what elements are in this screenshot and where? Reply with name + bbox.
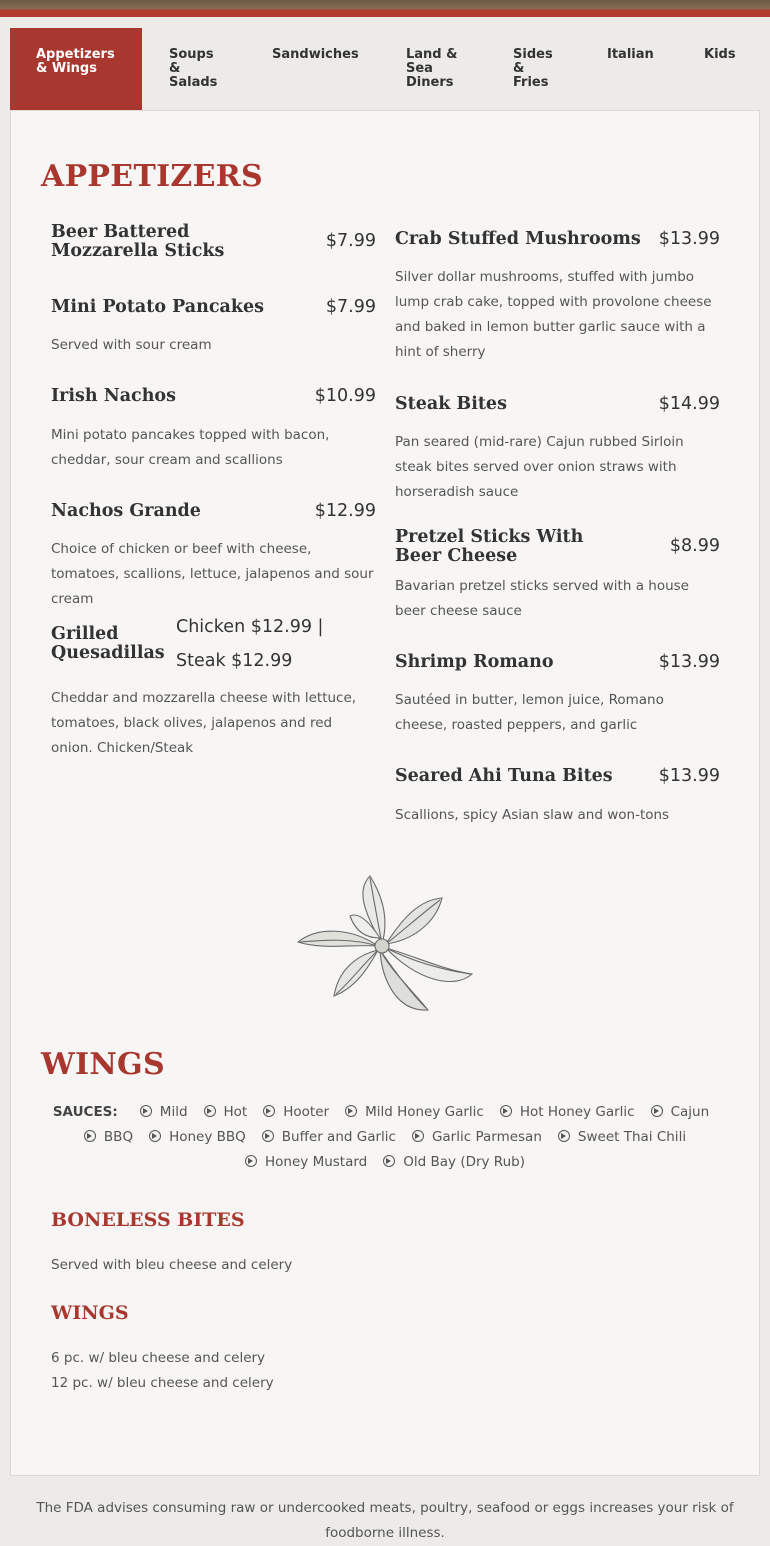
sauce-option <box>263 1100 329 1125</box>
item-price: $13.99 <box>658 229 720 249</box>
sauce-option <box>558 1125 686 1150</box>
item-price: Chicken $12.99 | Steak $12.99 <box>176 617 324 671</box>
arrow-circle-icon <box>263 1105 275 1117</box>
item-name: Shrimp Romano <box>395 652 554 672</box>
menu-category-tabs <box>10 28 770 111</box>
tab-label: Land & <box>406 47 458 62</box>
tab-label: Sandwiches <box>272 47 359 62</box>
tab-label: & <box>169 61 181 76</box>
arrow-circle-icon <box>149 1130 161 1142</box>
arrow-circle-icon <box>345 1105 357 1117</box>
arrow-circle-icon <box>140 1105 152 1117</box>
sauce-name: Honey Mustard <box>265 1154 368 1170</box>
tab-label: Soups <box>169 47 214 62</box>
item-price: $13.99 <box>658 652 720 672</box>
item-name: Nachos Grande <box>51 501 201 521</box>
wings-subtitle: WINGS <box>51 1302 129 1324</box>
item-description: Scallions, spicy Asian slaw and won-tons <box>395 807 670 823</box>
tab-label: Diners <box>406 75 454 90</box>
tab-land-sea-diners[interactable] <box>406 28 476 111</box>
tab-kids[interactable] <box>704 28 754 111</box>
menu-panel <box>10 110 760 1476</box>
sauce-option <box>412 1125 542 1150</box>
sauce-name: Mild <box>159 1104 188 1120</box>
sauces-list <box>40 1100 730 1175</box>
sauce-name: Hooter <box>283 1104 330 1120</box>
tab-label: Sides <box>513 47 553 62</box>
tab-label: Fries <box>513 75 549 90</box>
arrow-circle-icon <box>500 1105 512 1117</box>
item-name: Beer Battered Mozzarella Sticks <box>51 222 225 261</box>
item-price: $12.99 <box>314 501 376 521</box>
fda-advisory: The FDA advises consuming raw or undercooked meats, poultry, seafood or eggs increases your risk of foodborne illness. <box>36 1500 734 1541</box>
item-name: Seared Ahi Tuna Bites <box>395 766 613 786</box>
wings-12pc: 12 pc. w/ bleu cheese and celery <box>51 1375 274 1391</box>
sauce-option <box>245 1150 367 1175</box>
sauce-option <box>204 1100 248 1125</box>
sauce-name: Old Bay (Dry Rub) <box>403 1154 525 1170</box>
wings-6pc: 6 pc. w/ bleu cheese and celery <box>51 1350 266 1366</box>
sauce-name: Hot <box>223 1104 248 1120</box>
sauce-name: Buffer and Garlic <box>281 1129 396 1145</box>
item-description: Bavarian pretzel sticks served with a house beer cheese sauce <box>395 578 689 619</box>
item-price: $7.99 <box>325 231 376 251</box>
arrow-circle-icon <box>262 1130 274 1142</box>
tab-appetizers-wings[interactable] <box>10 28 142 111</box>
arrow-circle-icon <box>204 1105 216 1117</box>
item-name: Irish Nachos <box>51 386 176 406</box>
sauce-name: Honey BBQ <box>169 1129 246 1145</box>
tab-label: Appetizers <box>36 47 115 62</box>
item-description: Pan seared (mid-rare) Cajun rubbed Sirloin steak bites served over onion straws with horseradish sauce <box>395 434 684 500</box>
arrow-circle-icon <box>558 1130 570 1142</box>
sauce-option <box>651 1100 710 1125</box>
tab-italian[interactable] <box>607 28 677 111</box>
boneless-bites-description: Served with bleu cheese and celery <box>51 1257 293 1273</box>
tab-label: Salads <box>169 75 218 90</box>
item-name: Pretzel Sticks With Beer Cheese <box>395 527 584 566</box>
arrow-circle-icon <box>84 1130 96 1142</box>
sauce-name: Sweet Thai Chili <box>577 1129 687 1145</box>
section-title-appetizers: APPETIZERS <box>41 159 263 194</box>
sauce-name: Cajun <box>670 1104 710 1120</box>
sauce-name: Mild Honey Garlic <box>365 1104 484 1120</box>
item-name: Mini Potato Pancakes <box>51 297 264 317</box>
section-title-wings: WINGS <box>41 1047 165 1082</box>
sauce-option <box>84 1125 133 1150</box>
item-description: Choice of chicken or beef with cheese, tomatoes, scallions, lettuce, jalapenos and sour cream <box>51 541 374 607</box>
sauces-label: SAUCES: <box>52 1104 118 1120</box>
item-description: Silver dollar mushrooms, stuffed with jumbo lump crab cake, topped with provolone cheese and baked in lemon butter garlic sauce with a hint of sherry <box>395 269 712 360</box>
arrow-circle-icon <box>412 1130 424 1142</box>
sauce-option <box>383 1150 525 1175</box>
tab-sides-fries[interactable] <box>513 28 573 111</box>
item-price: $7.99 <box>325 297 376 317</box>
sauce-name: Garlic Parmesan <box>431 1129 542 1145</box>
arrow-circle-icon <box>245 1155 257 1167</box>
tab-soups-salads[interactable] <box>169 28 239 111</box>
sauce-option <box>345 1100 484 1125</box>
tab-sandwiches[interactable] <box>272 28 372 111</box>
item-description: Mini potato pancakes topped with bacon, cheddar, sour cream and scallions <box>51 427 330 468</box>
item-name: Steak Bites <box>395 394 507 414</box>
item-description: Cheddar and mozzarella cheese with lettuce, tomatoes, black olives, jalapenos and red onion. Chicken/Steak <box>51 690 357 756</box>
tab-label: & <box>513 61 525 76</box>
hero-image-strip <box>0 0 770 17</box>
sauce-option <box>140 1100 188 1125</box>
basil-illustration <box>294 872 478 1012</box>
sauce-option <box>500 1100 635 1125</box>
item-price: $10.99 <box>314 386 376 406</box>
sauce-option <box>262 1125 396 1150</box>
sauce-option <box>149 1125 246 1150</box>
arrow-circle-icon <box>651 1105 663 1117</box>
boneless-bites-title: BONELESS BITES <box>51 1209 245 1231</box>
item-price: $8.99 <box>669 536 720 556</box>
item-price: $13.99 <box>658 766 720 786</box>
tab-label: & Wings <box>36 61 97 76</box>
tab-label: Italian <box>607 47 654 62</box>
item-description: Sautéed in butter, lemon juice, Romano cheese, roasted peppers, and garlic <box>395 692 664 733</box>
item-name: Crab Stuffed Mushrooms <box>395 229 641 249</box>
arrow-circle-icon <box>383 1155 395 1167</box>
item-price: $14.99 <box>658 394 720 414</box>
sauce-name: BBQ <box>103 1129 134 1145</box>
tab-label: Kids <box>704 47 736 62</box>
sauce-name: Hot Honey Garlic <box>519 1104 635 1120</box>
item-description: Served with sour cream <box>51 337 212 353</box>
item-name: Grilled Quesadillas <box>51 624 165 663</box>
tab-label: Sea <box>406 61 433 76</box>
